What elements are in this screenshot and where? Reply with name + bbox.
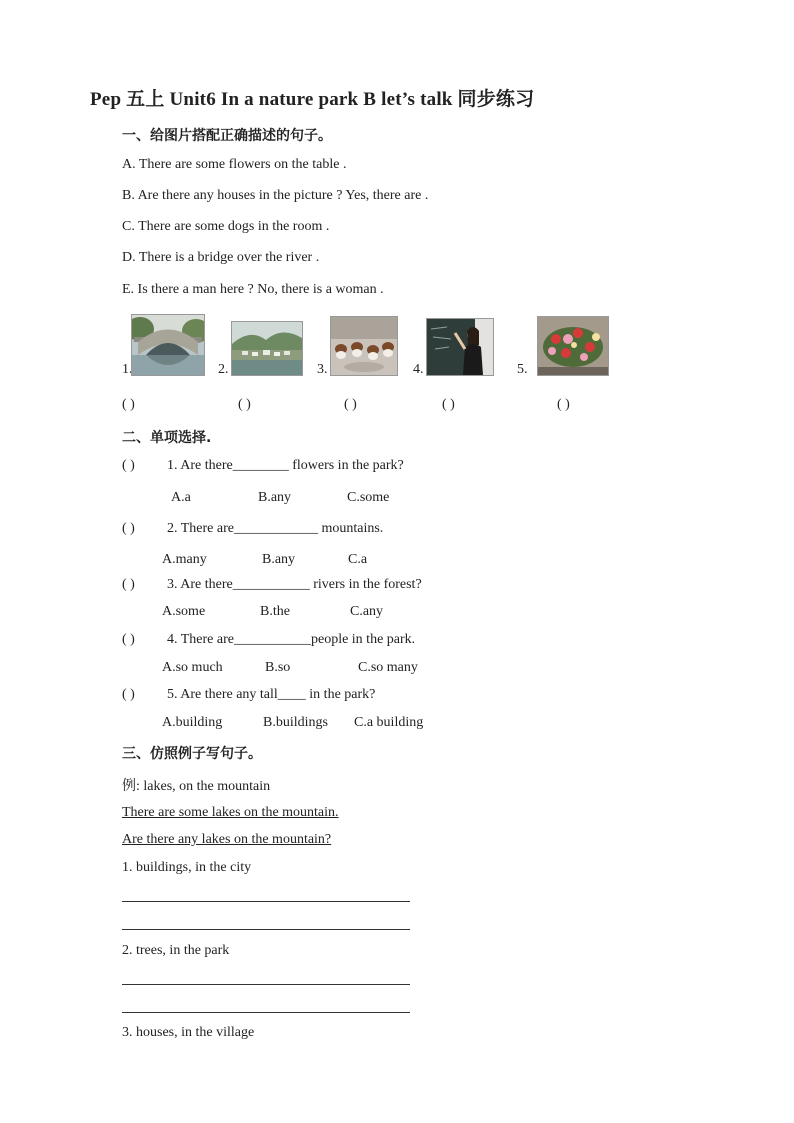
q1-option-c[interactable]: C.some <box>347 490 390 505</box>
image-number-5: 5. <box>517 362 528 377</box>
item-1-answer-line-1[interactable] <box>122 901 410 902</box>
woman-photo-icon <box>426 318 494 376</box>
answer-blank-5[interactable]: ( ) <box>557 397 570 412</box>
sentence-e: E. Is there a man here ? No, there is a woman . <box>122 282 384 297</box>
q3-text: 3. Are there___________ rivers in the forest? <box>167 577 422 592</box>
part3-heading: 三、仿照例子写句子。 <box>122 746 262 762</box>
image-number-2: 2. <box>218 362 229 377</box>
village-photo-icon <box>231 321 303 376</box>
q2-option-a[interactable]: A.many <box>162 552 207 567</box>
part2-heading: 二、单项选择. <box>122 430 212 446</box>
q1-paren[interactable]: ( ) <box>122 458 135 473</box>
answer-blank-3[interactable]: ( ) <box>344 397 357 412</box>
q3-option-a[interactable]: A.some <box>162 604 206 619</box>
dogs-photo-icon <box>330 316 398 376</box>
item-2-prompt: 2. trees, in the park <box>122 943 230 958</box>
example-answer-2: Are there any lakes on the mountain? <box>122 832 332 847</box>
q2-option-c[interactable]: C.a <box>348 552 368 567</box>
page-title: Pep 五上 Unit6 In a nature park B let’s talk 同步练习 <box>90 89 535 110</box>
example-prompt: 例: lakes, on the mountain <box>122 779 271 794</box>
q4-option-b[interactable]: B.so <box>265 660 291 675</box>
item-2-answer-line-2[interactable] <box>122 1012 410 1013</box>
q2-paren[interactable]: ( ) <box>122 521 135 536</box>
sentence-d: D. There is a bridge over the river . <box>122 250 320 265</box>
q4-option-a[interactable]: A.so much <box>162 660 223 675</box>
answer-blank-2[interactable]: ( ) <box>238 397 251 412</box>
q4-option-c[interactable]: C.so many <box>358 660 418 675</box>
sentence-b: B. Are there any houses in the picture ? Yes, there are . <box>122 188 429 203</box>
q2-text: 2. There are____________ mountains. <box>167 521 384 536</box>
q5-paren[interactable]: ( ) <box>122 687 135 702</box>
q1-option-a[interactable]: A.a <box>171 490 191 505</box>
q1-text: 1. Are there________ flowers in the park? <box>167 458 404 473</box>
sentence-c: C. There are some dogs in the room . <box>122 219 330 234</box>
q3-option-c[interactable]: C.any <box>350 604 384 619</box>
q3-paren[interactable]: ( ) <box>122 577 135 592</box>
q5-option-c[interactable]: C.a building <box>354 715 424 730</box>
q5-option-a[interactable]: A.building <box>162 715 223 730</box>
image-number-1: 1. <box>122 362 133 377</box>
q2-option-b[interactable]: B.any <box>262 552 296 567</box>
item-3-prompt: 3. houses, in the village <box>122 1025 255 1040</box>
answer-blank-1[interactable]: ( ) <box>122 397 135 412</box>
item-1-prompt: 1. buildings, in the city <box>122 860 252 875</box>
item-1-answer-line-2[interactable] <box>122 929 410 930</box>
answer-blank-4[interactable]: ( ) <box>442 397 455 412</box>
q4-paren[interactable]: ( ) <box>122 632 135 647</box>
part1-heading: 一、给图片搭配正确描述的句子。 <box>122 128 332 144</box>
sentence-a: A. There are some flowers on the table . <box>122 157 347 172</box>
item-2-answer-line-1[interactable] <box>122 984 410 985</box>
image-number-3: 3. <box>317 362 328 377</box>
q4-text: 4. There are___________people in the park. <box>167 632 416 647</box>
bridge-photo-icon <box>131 314 205 376</box>
example-answer-1: There are some lakes on the mountain. <box>122 805 339 820</box>
q3-option-b[interactable]: B.the <box>260 604 290 619</box>
image-number-4: 4. <box>413 362 424 377</box>
q1-option-b[interactable]: B.any <box>258 490 292 505</box>
flowers-photo-icon <box>537 316 609 376</box>
q5-option-b[interactable]: B.buildings <box>263 715 328 730</box>
q5-text: 5. Are there any tall____ in the park? <box>167 687 376 702</box>
